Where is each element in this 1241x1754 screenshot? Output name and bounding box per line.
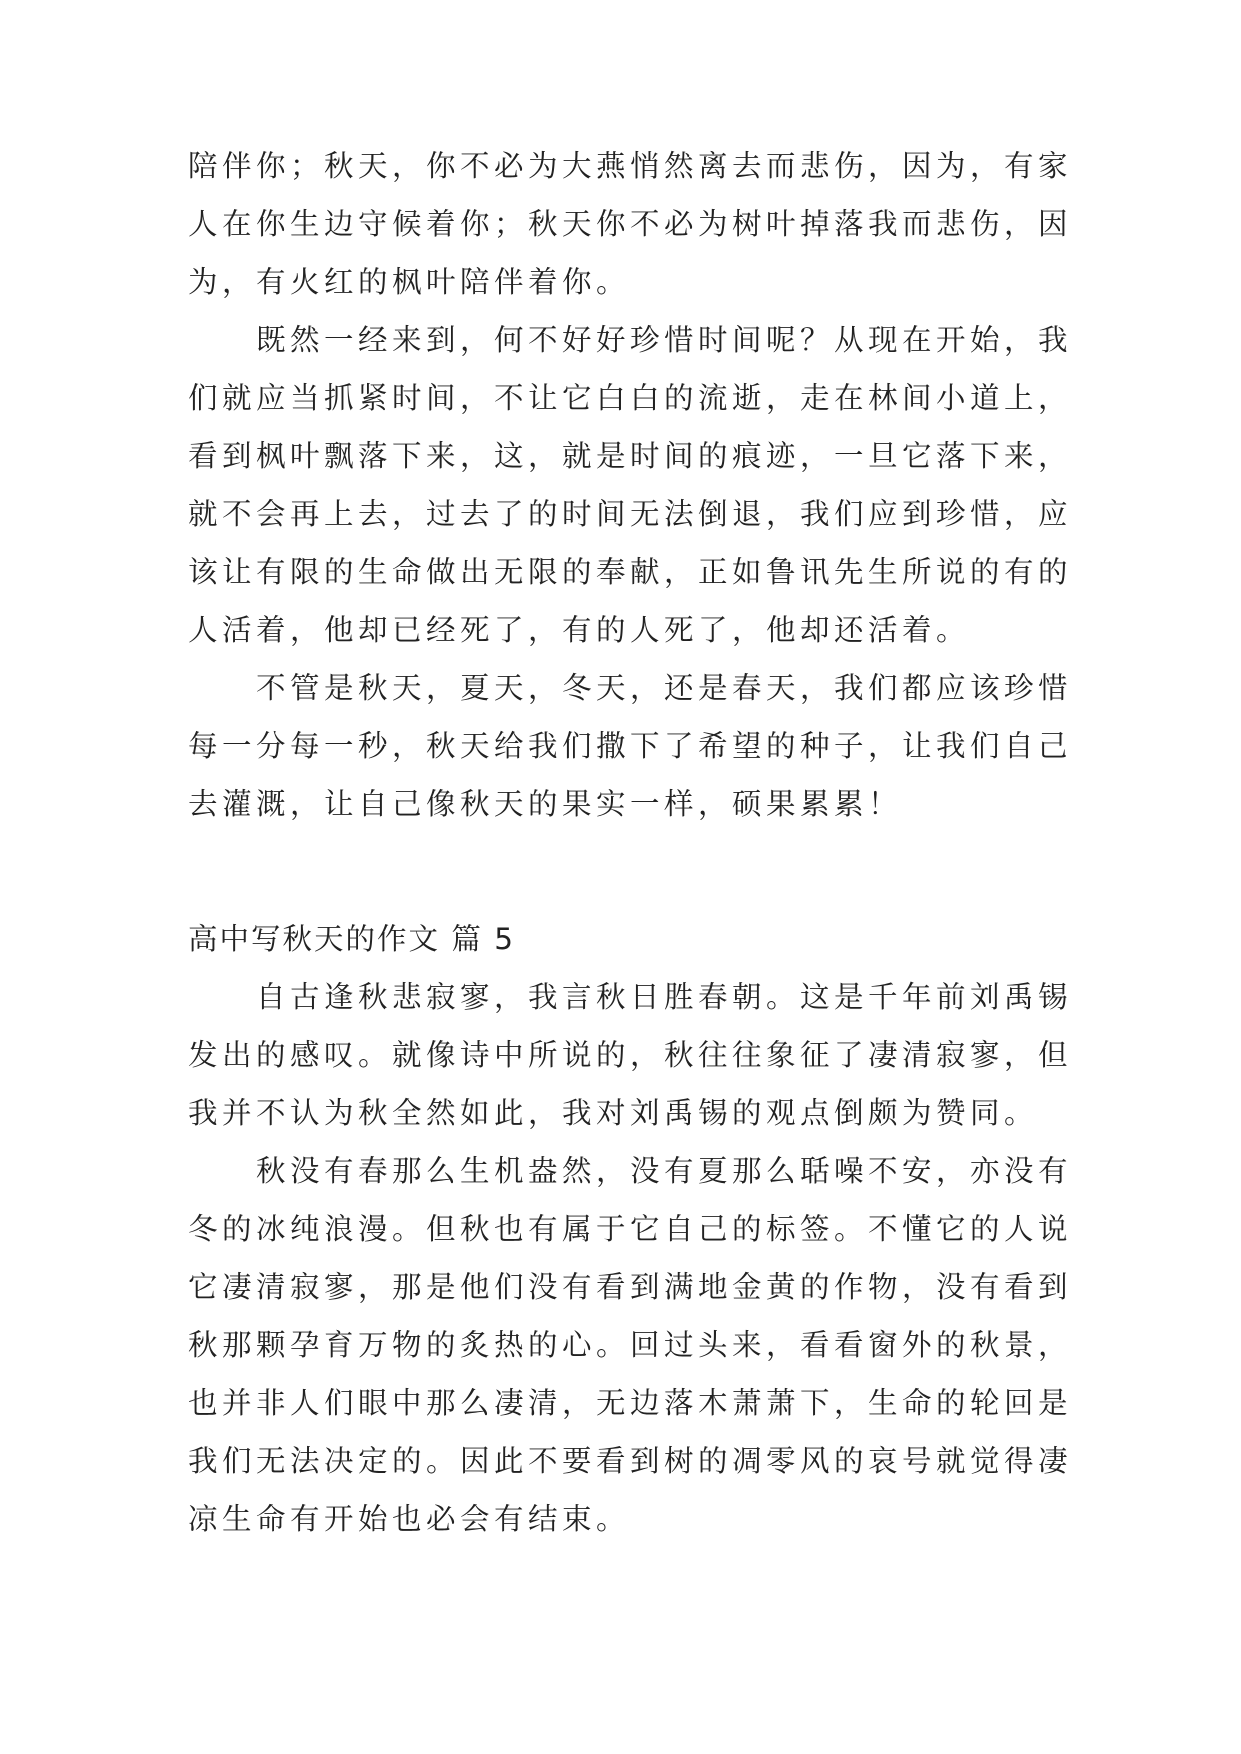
text-line: 陪伴你；秋天，你不必为大燕悄然离去而悲伤，因为，有家: [188, 149, 1073, 183]
text-line: 秋没有春那么生机盎然，没有夏那么聒噪不安，亦没有: [256, 1154, 1073, 1188]
text-line: 我并不认为秋全然如此，我对刘禹锡的观点倒颇为赞同。: [188, 1096, 1039, 1130]
essay-5-body: [188, 968, 1073, 1548]
text-line: 为，有火红的枫叶陪伴着你。: [188, 265, 631, 299]
text-line: 既然一经来到，何不好好珍惜时间呢？从现在开始，我: [256, 323, 1073, 357]
text-line: 看到枫叶飘落下来，这，就是时间的痕迹，一旦它落下来，: [188, 439, 1073, 473]
text-line: 它凄清寂寥，那是他们没有看到满地金黄的作物，没有看到: [188, 1270, 1073, 1304]
text-line: 不管是秋天，夏天，冬天，还是春天，我们都应该珍惜: [256, 671, 1073, 705]
text-line: 们就应当抓紧时间，不让它白白的流逝，走在林间小道上，: [188, 381, 1073, 415]
text-line: 人在你生边守候着你；秋天你不必为树叶掉落我而悲伤，因: [188, 207, 1073, 241]
text-line: 该让有限的生命做出无限的奉献，正如鲁讯先生所说的有的: [188, 555, 1073, 589]
text-line: 我们无法决定的。因此不要看到树的凋零风的哀号就觉得凄: [188, 1444, 1073, 1478]
text-line: 秋那颗孕育万物的炙热的心。回过头来，看看窗外的秋景，: [188, 1328, 1073, 1362]
text-line: 发出的感叹。就像诗中所说的，秋往往象征了凄清寂寥，但: [188, 1038, 1073, 1072]
text-line: 凉生命有开始也必会有结束。: [188, 1502, 631, 1536]
text-line: 自古逢秋悲寂寥，我言秋日胜春朝。这是千年前刘禹锡: [256, 980, 1073, 1014]
text-line: 去灌溉，让自己像秋天的果实一样，硕果累累！: [188, 787, 903, 821]
text-line: 就不会再上去，过去了的时间无法倒退，我们应到珍惜，应: [188, 497, 1073, 531]
essay-5-heading: 高中写秋天的作文 篇 5: [188, 922, 516, 956]
text-line: 每一分每一秒，秋天给我们撒下了希望的种子，让我们自己: [188, 729, 1073, 763]
text-line: 人活着，他却已经死了，有的人死了，他却还活着。: [188, 613, 971, 647]
text-line: 也并非人们眼中那么凄清，无边落木萧萧下，生命的轮回是: [188, 1386, 1073, 1420]
essay-4-continuation: [188, 137, 1073, 833]
text-line: 冬的冰纯浪漫。但秋也有属于它自己的标签。不懂它的人说: [188, 1212, 1073, 1246]
